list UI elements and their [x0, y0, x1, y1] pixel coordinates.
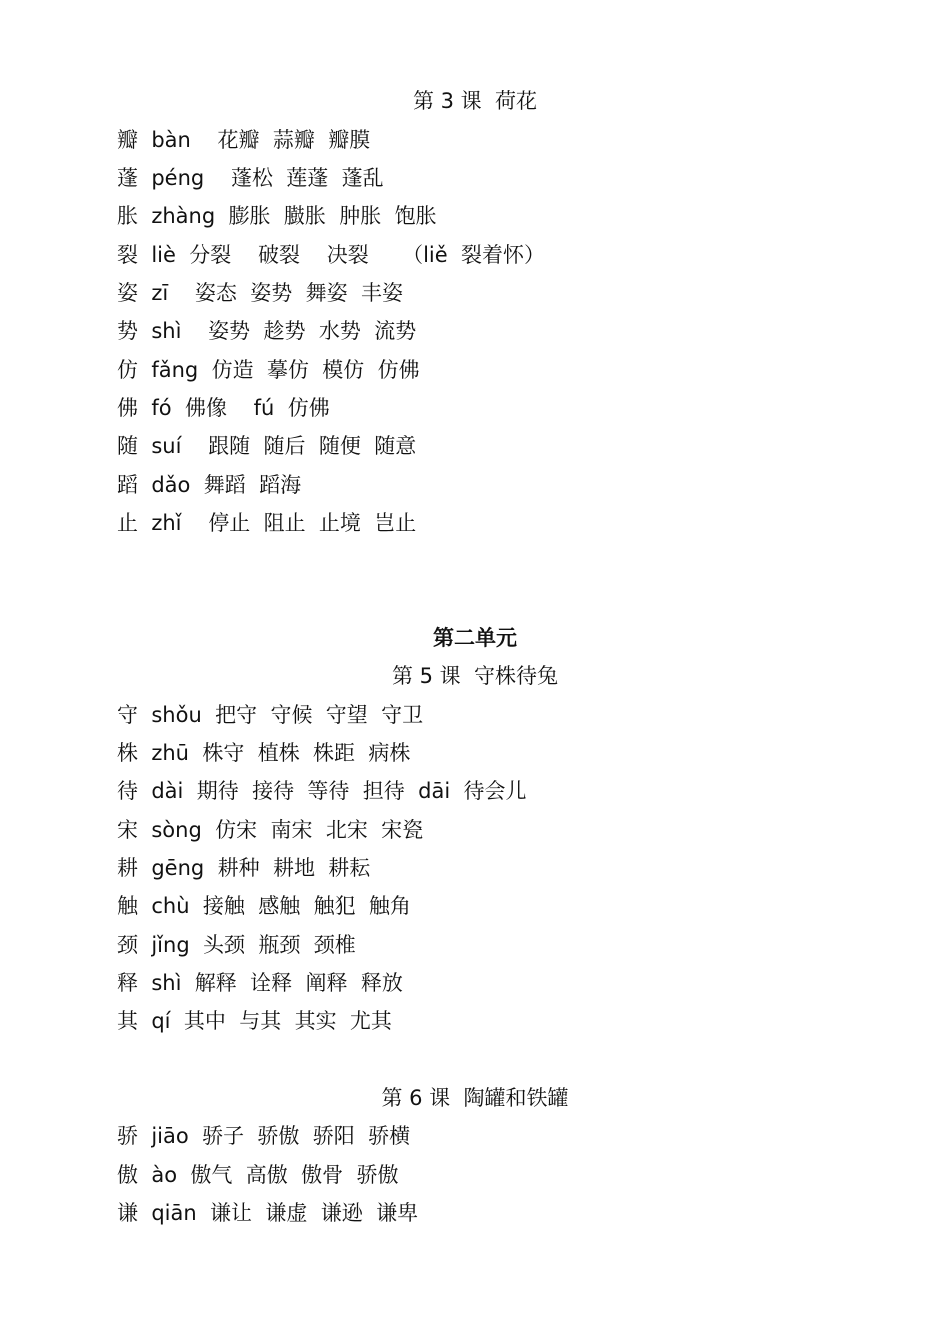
vocab-line: 姿 zī 姿态 姿势 舞姿 丰姿 [117, 281, 403, 305]
vocab-line: 株 zhū 株守 植株 株距 病株 [117, 741, 411, 765]
vocab-line: 佛 fó 佛像 fú 仿佛 [117, 396, 330, 420]
vocab-line: 颈 jǐng 头颈 瓶颈 颈椎 [117, 933, 356, 957]
vocab-line: 骄 jiāo 骄子 骄傲 骄阳 骄横 [117, 1124, 411, 1148]
vocab-line: 其 qí 其中 与其 其实 尤其 [117, 1009, 392, 1033]
vocab-line: 蹈 dǎo 舞蹈 蹈海 [117, 473, 302, 497]
lesson-5-title: 第 5 课 守株待兔 [391, 664, 559, 688]
vocab-line: 傲 ào 傲气 高傲 傲骨 骄傲 [117, 1163, 399, 1187]
unit-2-heading: 第二单元 [433, 626, 517, 650]
vocab-line: 待 dài 期待 接待 等待 担待 dāi 待会儿 [117, 779, 527, 803]
vocab-line: 随 suí 跟随 随后 随便 随意 [117, 434, 417, 458]
lesson-6-title: 第 6 课 陶罐和铁罐 [381, 1086, 569, 1110]
vocab-line: 触 chù 接触 感触 触犯 触角 [117, 894, 411, 918]
vocab-line: 释 shì 解释 诠释 阐释 释放 [117, 971, 403, 995]
vocab-line: 胀 zhàng 膨胀 臌胀 肿胀 饱胀 [117, 204, 437, 228]
vocab-line: 耕 gēng 耕种 耕地 耕耘 [117, 856, 371, 880]
vocab-line: 势 shì 姿势 趁势 水势 流势 [117, 319, 417, 343]
vocab-line: 守 shǒu 把守 守候 守望 守卫 [117, 703, 424, 727]
vocab-line: 宋 sòng 仿宋 南宋 北宋 宋瓷 [117, 818, 424, 842]
vocab-line: 裂 liè 分裂 破裂 决裂 （liě 裂着怀） [117, 243, 546, 267]
vocab-line: 谦 qiān 谦让 谦虚 谦逊 谦卑 [117, 1201, 419, 1225]
vocab-line: 仿 fǎng 仿造 摹仿 模仿 仿佛 [117, 358, 420, 382]
lesson-3-title: 第 3 课 荷花 [412, 89, 538, 113]
vocab-line: 蓬 péng 蓬松 莲蓬 蓬乱 [117, 166, 384, 190]
vocab-line: 止 zhǐ 停止 阻止 止境 岂止 [117, 511, 417, 535]
vocab-line: 瓣 bàn 花瓣 蒜瓣 瓣膜 [117, 128, 371, 152]
